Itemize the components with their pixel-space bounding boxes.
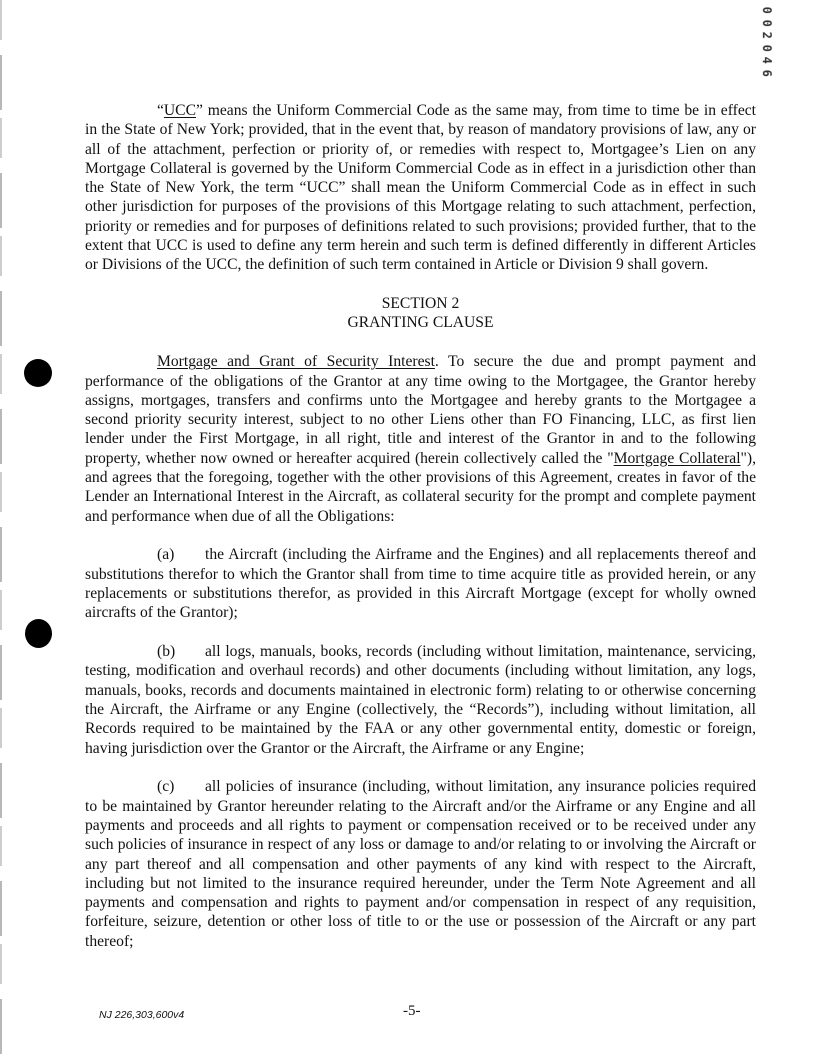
granting-heading: Mortgage and Grant of Security Interest xyxy=(157,353,435,371)
document-body xyxy=(85,101,756,951)
spacer xyxy=(85,333,756,353)
bates-digit: 6 xyxy=(760,69,775,77)
bates-digit: 4 xyxy=(760,56,775,64)
bates-digit: 0 xyxy=(760,44,775,52)
defined-term-ucc: UCC xyxy=(163,102,196,119)
scan-edge-line xyxy=(0,0,2,1056)
ucc-definition-paragraph xyxy=(85,101,756,275)
spacer xyxy=(85,623,756,643)
section-title: GRANTING CLAUSE xyxy=(347,314,494,332)
item-label: (c) xyxy=(157,778,175,796)
list-item-c xyxy=(85,777,756,951)
section-number: SECTION 2 xyxy=(381,295,460,313)
ucc-definition-text: ” means the Uniform Commercial Code as the same may, from time to time be in effect in the State of New York; provided, that in the event that, by reason of mandatory provisions of law, any or all of the attachment, perfection or priority of, or remedies with respect to, Mortgagee’s Lien on any Mortgage Collateral is governed by the Uniform Commercial Code as in effect in a jurisdiction other than the State of New York, the term “UCC” shall mean the Uniform Commercial Code as in effect in such other jurisdiction for purposes of the provisions of this Mortgage relating to such attachment, perfection, priority or remedies and for purposes of definitions related to such provisions; provided further, that to the extent that UCC is used to define any term herein and such term is defined differently in different Articles or Divisions of the UCC, the definition of such term contained in Article or Division 9 shall govern. xyxy=(85,102,756,274)
list-item-b xyxy=(85,642,756,758)
item-text: the Aircraft (including the Airframe and the Engines) and all replacements thereof and substitutions therefor to which the Grantor shall from time to time acquire title as provided herein, or any replacements or substitutions therefor, as provided in this Aircraft Mortgage (except for wholly owned aircrafts of the Grantor); xyxy=(85,546,756,622)
spacer xyxy=(85,526,756,546)
open-quote: “ xyxy=(157,102,164,119)
spacer xyxy=(85,758,756,778)
bates-digit: 2 xyxy=(760,31,775,39)
item-label: (a) xyxy=(157,546,175,564)
bates-stamp xyxy=(757,4,777,80)
bates-digit: 0 xyxy=(760,19,775,27)
list-item-a xyxy=(85,545,756,622)
section-heading xyxy=(85,294,756,333)
item-text: all logs, manuals, books, records (including without limitation, maintenance, servicing, testing, modification and overhaul records) and other documents (including without limitation, any logs, manuals, books, records and documents maintained in electronic form) relating to or otherwise concerning the Aircraft, the Airframe or any Engine (collectively, the “Records”), including without limitation, all Records required to be maintained by the FAA or any other governmental entity, domestic or foreign, having jurisdiction over the Grantor or the Aircraft, the Airframe or any Engine; xyxy=(85,643,756,757)
granting-text-part1: . To secure the due and prompt payment and performance of the obligations of the Grantor at any time owing to the Mortgagee, the Grantor hereby assigns, mortgages, transfers and confirms unto the Mortgagee and hereby grants to the Mortgagee a second priority security interest, subject to no other Liens other than FO Financing, LLC, as first lien lender under the First Mortgage, in all right, title and interest of the Grantor in and to the following property, whether now owned or hereafter acquired (herein collectively called the " xyxy=(85,353,756,467)
granting-paragraph xyxy=(85,352,756,526)
item-label: (b) xyxy=(157,643,176,661)
bates-digit: 0 xyxy=(760,6,775,14)
granting-text-part2: "), and agrees that the foregoing, together with the other provisions of this Agreement, creates in favor of the Lender an International Interest in the Aircraft, as collateral security for the prompt and complete payment and performance when due of all the Obligations: xyxy=(85,449,756,525)
spacer xyxy=(85,275,756,295)
item-text: all policies of insurance (including, without limitation, any insurance policies required to be maintained by Grantor hereunder relating to the Aircraft and/or the Airframe or any Engine and all payments and proceeds and all rights to payment or compensation received or to be received under any such policies of insurance in respect of any loss or damage to and/or relating to or involving the Aircraft or any part thereof and all compensation and other payments of any kind with respect to the Aircraft, including but not limited to the insurance required hereunder, under the Term Note Agreement and all payments and compensation and rights to payment and/or compensation in respect of any requisition, forfeiture, seizure, detention or other loss of title to or the use or possession of the Aircraft or any part thereof; xyxy=(85,778,756,950)
hole-punch-bottom xyxy=(25,619,52,648)
defined-term-mortgage-collateral: Mortgage Collateral xyxy=(613,449,741,467)
document-id: NJ 226,303,600v4 xyxy=(99,1009,185,1021)
hole-punch-top xyxy=(24,359,52,387)
page-number: -5- xyxy=(403,1003,421,1019)
